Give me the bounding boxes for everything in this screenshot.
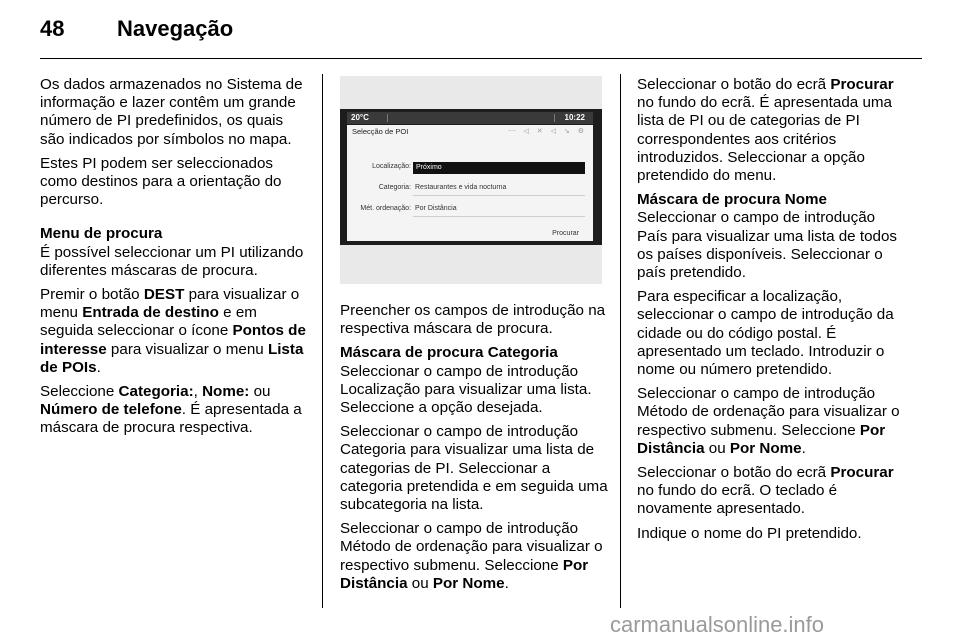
- location-label: Localização:: [372, 163, 411, 170]
- field-underline: [413, 195, 585, 196]
- temperature-readout: 20°C: [351, 113, 369, 122]
- paragraph: Seleccionar o botão do ecrã Procurar no fundo do ecrã. O teclado é novamente apresentado.: [637, 464, 894, 518]
- screen-illustration: [340, 76, 602, 284]
- sort-field[interactable]: Por Distância: [415, 205, 457, 212]
- paragraph: Estes PI podem ser seleccionados como destinos para a orientação do percurso.: [40, 154, 282, 209]
- column-2: [340, 302, 608, 599]
- paragraph: Indique o nome do PI pretendido.: [637, 524, 862, 542]
- paragraph: Seleccionar o campo de introdução País para visualizar uma lista de todos os países disponíveis. Seleccionar o país pretendido.: [637, 209, 898, 282]
- status-icons: ⋯ ◁ ✕ ◁ ↘ ⚙: [508, 128, 587, 135]
- paragraph: Seleccionar o campo de introdução Método de ordenação para visualizar o respectivo submenu. Seleccione Por Distância ou Por Nome.: [340, 520, 603, 592]
- section-heading: Menu de procura: [40, 225, 163, 243]
- chapter-title: Navegação: [117, 16, 234, 41]
- paragraph: Seleccione Categoria:, Nome: ou Número de telefone. É apresentada a máscara de procura respectiva.: [40, 383, 302, 437]
- paragraph: Premir o botão DEST para visualizar o menu Entrada de destino e em seguida seleccionar o ícone Pontos de interesse para visualizar o menu Lista de POIs.: [40, 286, 306, 376]
- field-underline: [413, 216, 585, 217]
- search-button[interactable]: Procurar: [552, 230, 579, 237]
- column-3: [637, 76, 909, 549]
- paragraph: É possível seleccionar um PI utilizando diferentes máscaras de procura.: [40, 243, 304, 279]
- section-heading: Máscara de procura Nome: [637, 191, 827, 209]
- infotainment-screen: [340, 109, 602, 245]
- paragraph: Seleccionar o campo de introdução Categoria para visualizar uma lista de categorias de PI. Seleccionar a categoria pretendida e em seguida uma subcategoria na lista.: [340, 423, 608, 514]
- paragraph: Seleccionar o campo de introdução Localização para visualizar uma lista. Seleccione a opção desejada.: [340, 362, 592, 417]
- watermark: carmanualsonline.info: [610, 612, 825, 637]
- location-value: Próximo: [416, 164, 442, 171]
- clock-readout: 10:22: [564, 113, 585, 122]
- status-bar: [347, 112, 593, 124]
- column-1: [40, 76, 310, 444]
- panel-title: Selecção de POI: [352, 127, 409, 136]
- section-heading: Máscara de procura Categoria: [340, 344, 558, 362]
- header-rule: [40, 58, 922, 59]
- location-field[interactable]: [413, 162, 585, 174]
- paragraph: Seleccionar o campo de introdução Método de ordenação para visualizar o respectivo submenu. Seleccione Por Distância ou Por Nome.: [637, 385, 900, 457]
- status-separator: [554, 114, 555, 122]
- poi-selection-panel: [347, 125, 593, 241]
- column-divider-1: [322, 74, 323, 608]
- sort-label: Mét. ordenação:: [360, 205, 411, 212]
- category-field[interactable]: Restaurantes e vida nocturna: [415, 184, 507, 191]
- paragraph: Seleccionar o botão do ecrã Procurar no fundo do ecrã. É apresentada uma lista de PI ou de categorias de PI correspondentes aos critérios introduzidos. Seleccionar a opção pretendido do menu.: [637, 76, 894, 185]
- category-label: Categoria:: [378, 184, 411, 191]
- column-divider-2: [620, 74, 621, 608]
- paragraph: Para especificar a localização, seleccionar o campo de introdução da cidade ou do código postal. É apresentado um teclado. Introduzir o nome ou número pretendido.: [637, 288, 894, 379]
- paragraph: Os dados armazenados no Sistema de informação e lazer contêm um grande número de PI predefinidos, os quais são indicados por símbolos no mapa.: [40, 76, 303, 148]
- paragraph: Preencher os campos de introdução na respectiva máscara de procura.: [340, 302, 606, 338]
- status-separator: [387, 114, 388, 122]
- page-number: 48: [40, 16, 65, 41]
